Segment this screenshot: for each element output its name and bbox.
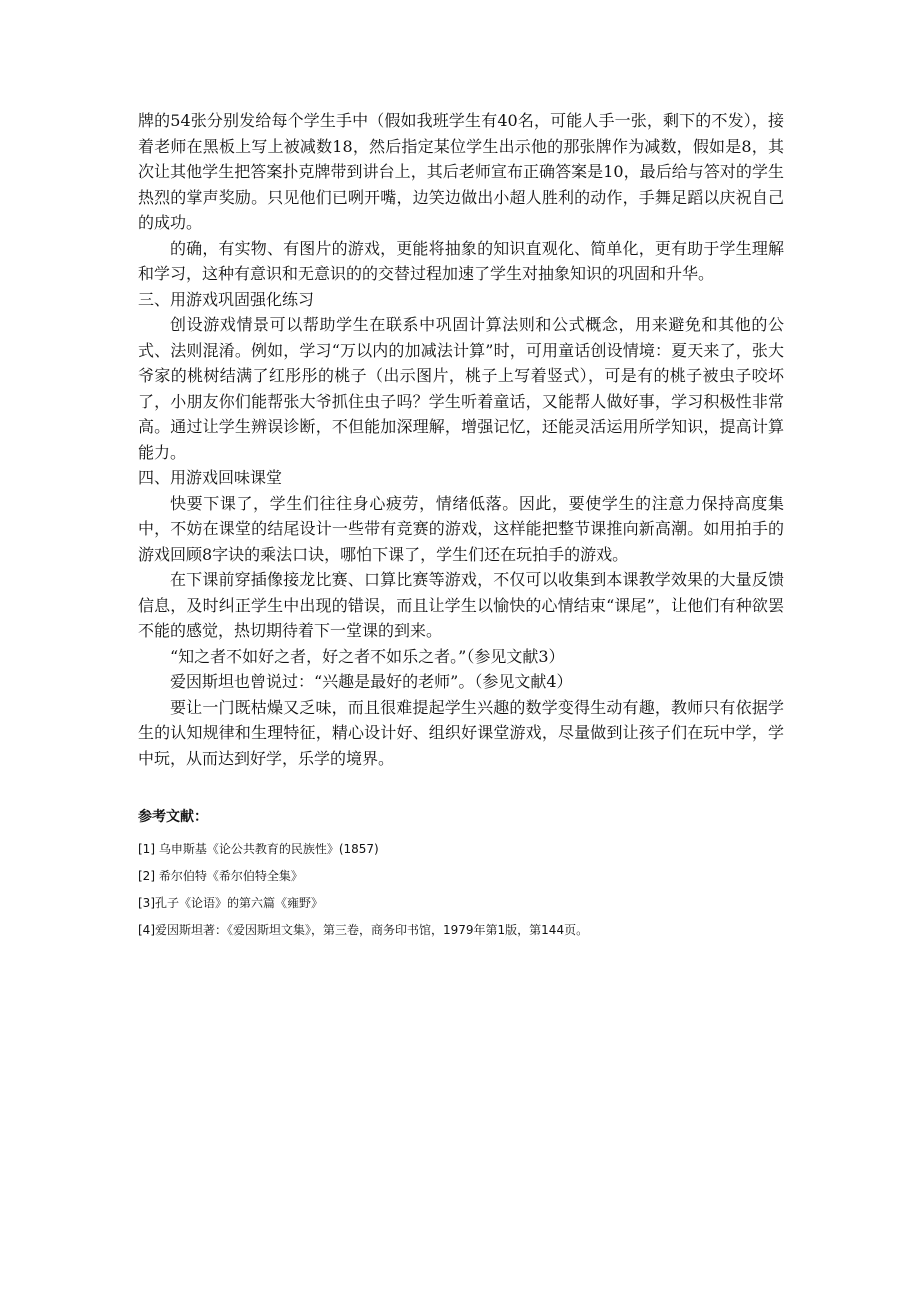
reference-item: [3]孔子《论语》的第六篇《雍野》 (138, 896, 323, 910)
body-text (138, 108, 784, 771)
references-title: 参考文献： (138, 809, 208, 825)
paragraph: 快要下课了，学生们往往身心疲劳，情绪低落。因此，要使学生的注意力保持高度集中，不妨在课堂的结尾设计一些带有竞赛的游戏，这样能把整节课推向新高潮。如用拍手的游戏回顾8字诀的乘法口诀，哪怕下课了，学生们还在玩拍手的游戏。 (138, 493, 784, 564)
paragraph: 创设游戏情景可以帮助学生在联系中巩固计算法则和公式概念，用来避免和其他的公式、法则混淆。例如，学习“万以内的加减法计算”时，可用童话创设情境：夏天来了，张大爷家的桃树结满了红彤彤的桃子（出示图片，桃子上写着竖式），可是有的桃子被虫子咬坏了，小朋友你们能帮张大爷抓住虫子吗？学生听着童话，又能帮人做好事，学习积极性非常高。通过让学生辨误诊断，不但能加深理解，增强记忆，还能灵活运用所学知识，提高计算能力。 (138, 315, 784, 462)
references-list (138, 841, 784, 938)
section-heading: 三、用游戏巩固强化练习 (138, 289, 315, 309)
paragraph: 的确，有实物、有图片的游戏，更能将抽象的知识直观化、简单化，更有助于学生理解和学习，这种有意识和无意识的的交替过程加速了学生对抽象知识的巩固和升华。 (138, 238, 784, 283)
section-heading: 四、用游戏回味课堂 (138, 468, 283, 487)
reference-item: [2] 希尔伯特《希尔伯特全集》 (138, 869, 303, 883)
reference-item: [1] 乌申斯基《论公共教育的民族性》(1857) (138, 842, 379, 856)
document-page (138, 108, 784, 949)
paragraph: 在下课前穿插像接龙比赛、口算比赛等游戏，不仅可以收集到本课教学效果的大量反馈信息，及时纠正学生中出现的错误，而且让学生以愉快的心情结束“课尾”，让他们有种欲罢不能的感觉，热切期待着下一堂课的到来。 (138, 570, 784, 640)
quote-paragraph: 爱因斯坦也曾说过：“兴趣是最好的老师”。（参见文献4） (170, 672, 573, 691)
reference-item: [4]爱因斯坦著：《爱因斯坦文集》，第三卷，商务印书馆，1979年第1版，第144页。 (138, 923, 589, 937)
quote-paragraph: “知之者不如好之者，好之者不如乐之者。”（参见文献3） (170, 646, 565, 666)
paragraph: 要让一门既枯燥又乏味，而且很难提起学生兴趣的数学变得生动有趣，教师只有依据学生的认知规律和生理特征，精心设计好、组织好课堂游戏，尽量做到让孩子们在玩中学，学中玩，从而达到好学，乐学的境界。 (138, 697, 784, 768)
paragraph: 牌的54张分别发给每个学生手中（假如我班学生有40名，可能人手一张，剩下的不发），接着老师在黑板上写上被减数18，然后指定某位学生出示他的那张牌作为减数，假如是8，其次让其他学生把答案扑克牌带到讲台上，其后老师宣布正确答案是10，最后给与答对的学生热烈的掌声奖励。只见他们已咧开嘴，边笑边做出小超人胜利的动作，手舞足蹈以庆祝自己的成功。 (138, 111, 784, 232)
